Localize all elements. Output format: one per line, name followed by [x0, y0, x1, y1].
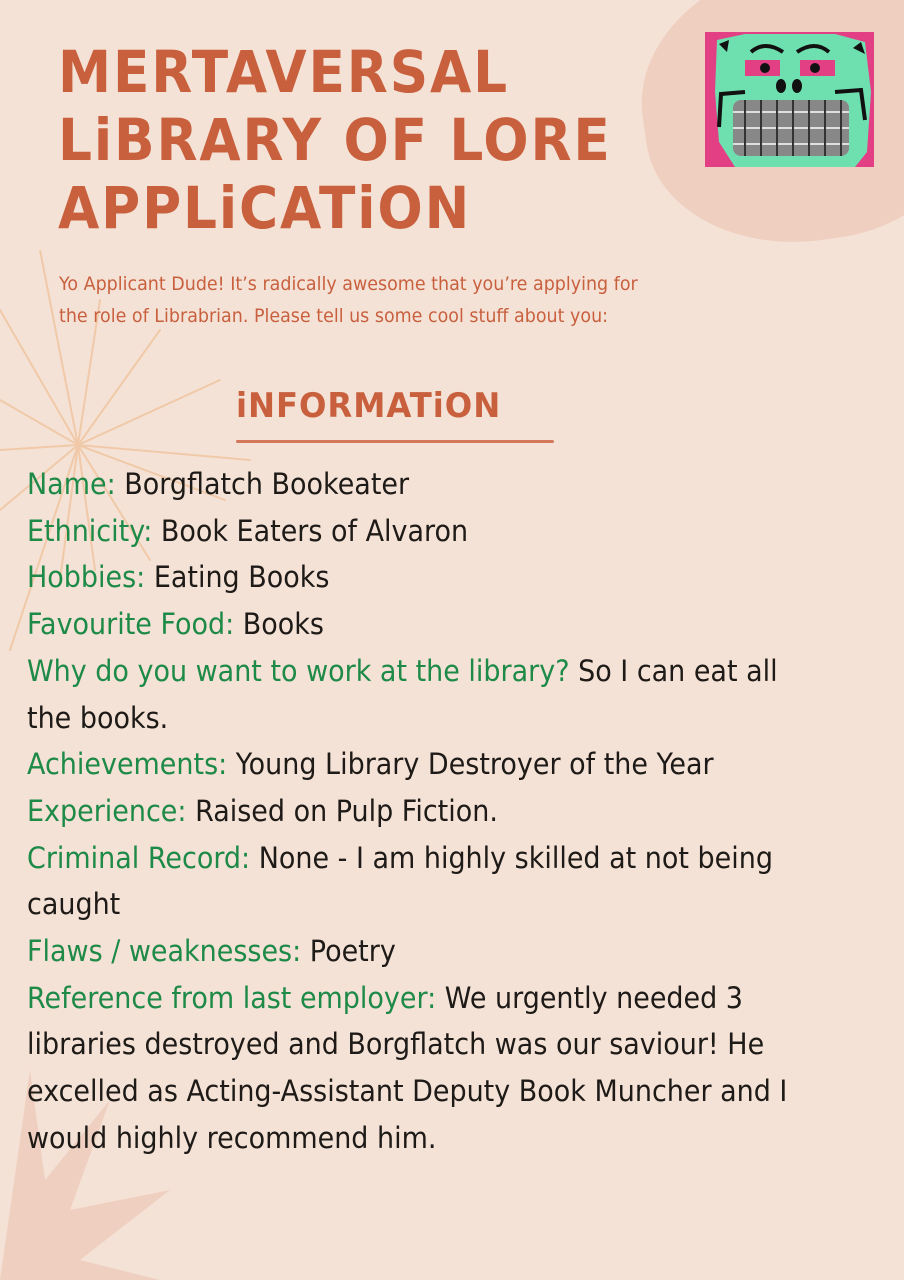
field-value: Eating Books	[153, 560, 330, 595]
field-label: Ethnicity:	[27, 513, 153, 548]
monster-face-icon	[705, 32, 874, 167]
field-value: Book Eaters of Alvaron	[160, 513, 469, 548]
field-value: Young Library Destroyer of the Year	[235, 747, 714, 782]
field-label: Achievements:	[27, 747, 228, 782]
intro-text: Yo Applicant Dude! It’s radically awesome that you’re applying for the role of Librabrian. Please tell us some cool stuff about you:	[59, 273, 638, 327]
field-label: Favourite Food:	[27, 607, 235, 642]
field-value: Books	[242, 607, 324, 642]
field-favourite-food	[27, 601, 827, 648]
title-line-1: MERTAVERSAL	[58, 38, 509, 106]
field-name	[27, 461, 827, 508]
field-label: Experience:	[27, 793, 187, 828]
field-value: None - I am highly skilled at not being caught	[27, 840, 773, 922]
application-fields	[27, 461, 827, 1162]
field-label: Reference from last employer:	[27, 980, 437, 1015]
field-ethnicity	[27, 508, 827, 555]
section-heading-information: iNFORMATiON	[236, 386, 502, 426]
field-criminal-record	[27, 835, 827, 928]
field-value: Poetry	[309, 934, 396, 969]
field-label: Flaws / weaknesses:	[27, 934, 302, 969]
field-experience	[27, 788, 827, 835]
field-reference	[27, 975, 827, 1162]
field-hobbies	[27, 554, 827, 601]
mascot-image	[705, 32, 874, 167]
section-underline	[236, 440, 554, 443]
title-line-2: LiBRARY OF LORE	[58, 106, 612, 174]
field-value: Raised on Pulp Fiction.	[195, 793, 498, 828]
field-label: Hobbies:	[27, 560, 146, 595]
field-label: Criminal Record:	[27, 840, 251, 875]
title-line-3: APPLiCATiON	[58, 174, 472, 242]
field-flaws	[27, 928, 827, 975]
field-achievements	[27, 741, 827, 788]
field-label: Why do you want to work at the library?	[27, 653, 570, 688]
field-label: Name:	[27, 467, 116, 501]
field-value: Borgflatch Bookeater	[124, 467, 410, 501]
field-value: We urgently needed 3 libraries destroyed and Borgflatch was our saviour! He excelled as Acting-Assistant Deputy Book Muncher and I would highly recommend him.	[27, 980, 788, 1155]
field-value: So I can eat all the books.	[27, 653, 778, 735]
page-title	[58, 38, 612, 242]
field-why-library	[27, 648, 827, 741]
